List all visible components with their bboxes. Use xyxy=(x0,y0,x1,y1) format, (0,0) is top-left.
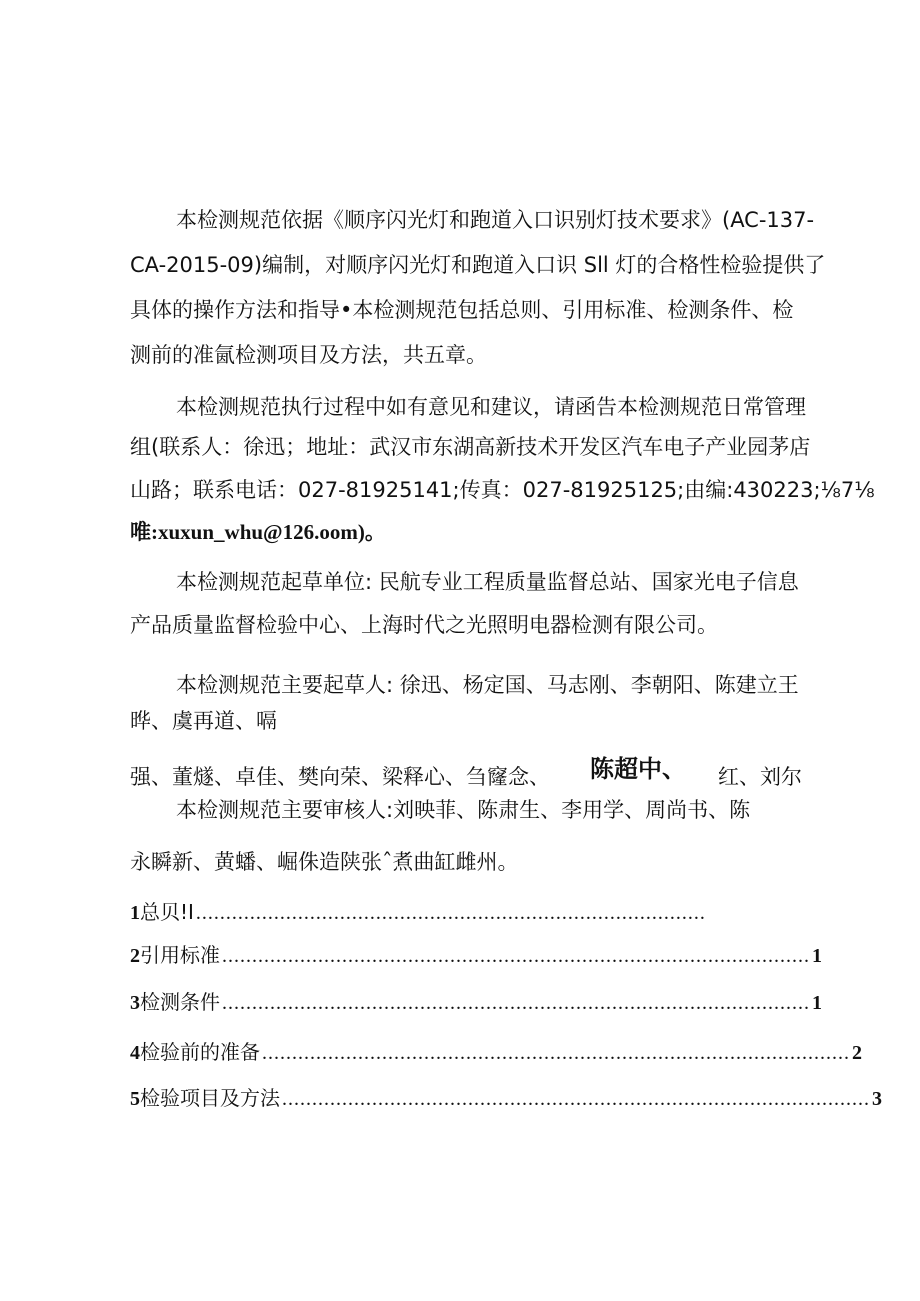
toc-label: 检验前的准备 xyxy=(140,1040,260,1064)
toc-page: 1 xyxy=(812,992,822,1014)
foreword-p2-line2: 组(联系人：徐迅；地址：武汉市东湖高新技术开发区汽车电子产业园茅店 xyxy=(130,435,811,459)
toc-leader: ..................................................................................... xyxy=(195,902,706,924)
foreword-p4-line2: 晔、虞再道、嗝 xyxy=(130,709,277,733)
foreword-p4-line3a: 强、董燧、卓佳、樊向荣、梁释心、刍窿念、 xyxy=(130,765,550,789)
toc-number: 1 xyxy=(130,902,140,924)
foreword-p5-line1: 本检测规范主要审核人:刘映菲、陈肃生、李用学、周尚书、陈 xyxy=(176,798,751,822)
toc-leader: .................................................................................................. xyxy=(222,945,810,967)
foreword-p1-line4: 测前的准氤检测项目及方法，共五章。 xyxy=(130,343,487,367)
toc-entry-2[interactable] xyxy=(130,940,822,971)
toc-label: 引用标准 xyxy=(140,943,220,967)
foreword-p2-line3: 山路；联系电话：027-81925141;传真：027-81925125;由编:430223;⅛7⅛ xyxy=(130,478,875,502)
toc-page: 2 xyxy=(852,1042,862,1064)
toc-number: 4 xyxy=(130,1042,140,1064)
toc-leader: .................................................................................................. xyxy=(222,992,810,1014)
toc-page: 3 xyxy=(872,1088,882,1110)
foreword-p1-line1: 本检测规范依据《顺序闪光灯和跑道入口识别灯技术要求》(AC-137- xyxy=(176,208,815,232)
foreword-p1-line3: 具体的操作方法和指导•本检测规范包括总则、引用标准、检测条件、检 xyxy=(130,298,794,322)
toc-entry-1[interactable] xyxy=(130,897,790,928)
toc-number: 5 xyxy=(130,1088,140,1110)
toc-entry-5[interactable] xyxy=(130,1083,882,1114)
toc-entry-3[interactable] xyxy=(130,987,822,1018)
toc-page: 1 xyxy=(812,945,822,967)
toc-number: 3 xyxy=(130,992,140,1014)
foreword-p4-line3c: 红、刘尔 xyxy=(718,765,802,789)
toc-leader: .................................................................................................. xyxy=(262,1042,850,1064)
toc-entry-4[interactable] xyxy=(130,1037,862,1068)
foreword-p2-line1: 本检测规范执行过程中如有意见和建议，请函告本检测规范日常管理 xyxy=(176,395,806,419)
toc-label: 检测条件 xyxy=(140,990,220,1014)
foreword-p3-line2: 产品质量监督检验中心、上海时代之光照明电器检测有限公司。 xyxy=(130,613,718,637)
toc-label: 检验项目及方法 xyxy=(140,1086,280,1110)
foreword-p5-line2: 永瞬新、黄蟠、崛侏造陕张ˆ煮曲缸雌州。 xyxy=(130,850,519,874)
toc-label: 总贝!I xyxy=(140,900,194,924)
foreword-p4-line1: 本检测规范主要起草人: 徐迅、杨定国、马志刚、李朝阳、陈建立王 xyxy=(176,673,799,697)
toc-leader: .................................................................................................. xyxy=(282,1088,870,1110)
foreword-p4-line3b: 陈超中、 xyxy=(590,756,686,783)
toc-number: 2 xyxy=(130,945,140,967)
foreword-p2-line4: 唯:xuxun_whu@126.oom)。 xyxy=(130,520,386,544)
foreword-p3-line1: 本检测规范起草单位: 民航专业工程质量监督总站、国家光电子信息 xyxy=(176,570,799,594)
foreword-p1-line2: CA-2015-09)编制，对顺序闪光灯和跑道入口识 Sll 灯的合格性检验提供了 xyxy=(130,253,826,277)
